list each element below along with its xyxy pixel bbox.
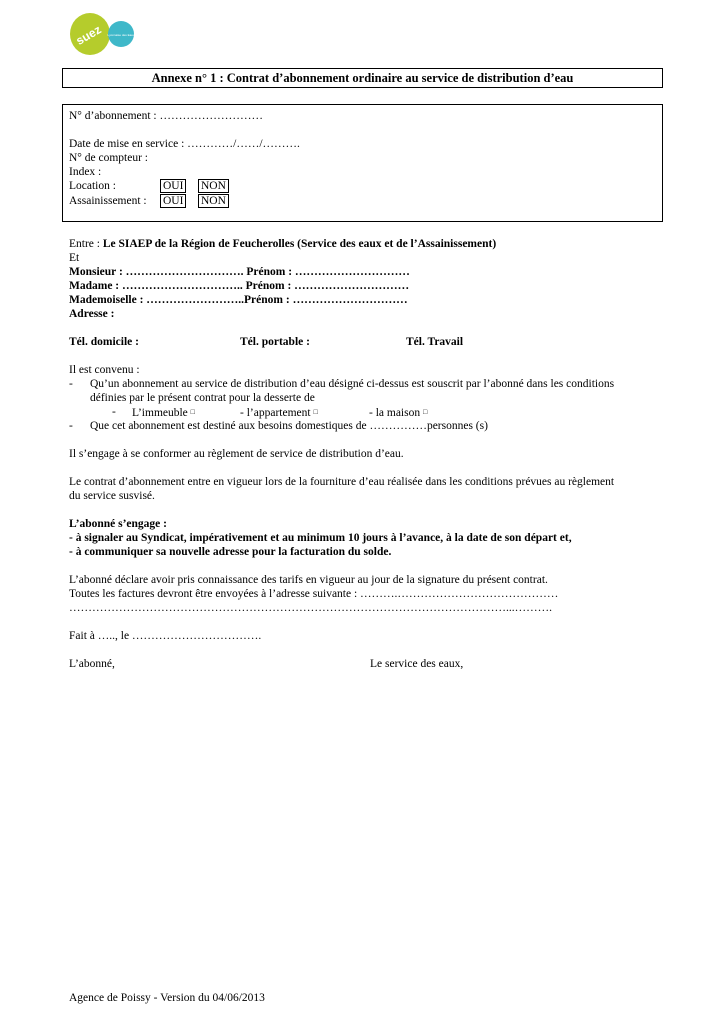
item1-line2: définies par le présent contrat pour la desserte de — [90, 392, 315, 404]
address-dots-line: ……………………………………………………………………………………………………...………. — [69, 602, 552, 614]
fait-line: Fait à ….., le ……………………………. — [69, 630, 262, 642]
document-title: Annexe n° 1 : Contrat d’abonnement ordinaire au service de distribution d’eau — [62, 68, 663, 88]
bullet-2: - — [69, 420, 73, 432]
footer-version: Agence de Poissy - Version du 04/06/2013 — [69, 992, 265, 1004]
location-oui-box[interactable]: OUI — [160, 179, 186, 193]
tel-domicile: Tél. domicile : — [69, 336, 139, 348]
factures-line: Toutes les factures devront être envoyées à l’adresse suivante : ……….…………………………………… — [69, 588, 559, 600]
option-maison: - la maison □ — [369, 407, 428, 419]
signature-abonne: L’abonné, — [69, 658, 115, 670]
subscription-info-box — [62, 104, 663, 222]
index-label: Index : — [69, 166, 102, 178]
checkbox-immeuble[interactable]: □ — [190, 408, 195, 416]
logo-brand-text: suez — [73, 22, 104, 48]
convenu-line: Il est convenu : — [69, 364, 140, 376]
assainissement-oui-box[interactable]: OUI — [160, 194, 186, 208]
entre-name: Le SIAEP de la Région de Feucherolles (Service des eaux et de l’Assainissement) — [102, 238, 497, 250]
logo-badge-text: Lyonnaise des Eaux — [107, 33, 135, 37]
engage-item1: - à signaler au Syndicat, impérativement et au minimum 10 jours à l’avance, à la date de son départ et, — [69, 532, 572, 544]
bullet-1: - — [69, 378, 73, 390]
entre-prefix: Entre : — [69, 238, 103, 250]
contrat-line1: Le contrat d’abonnement entre en vigueur lors de la fourniture d’eau réalisée dans les conditions prévues au règlement — [69, 476, 615, 488]
item1-line1: Qu’un abonnement au service de distribution d’eau désigné ci-dessus est souscrit par l’abonné dans les conditions — [90, 378, 615, 390]
abonne-engage-heading: L’abonné s’engage : — [69, 518, 167, 530]
adresse-line: Adresse : — [69, 308, 115, 320]
option-immeuble: L’immeuble □ — [132, 407, 195, 419]
engage-item2: - à communiquer sa nouvelle adresse pour la facturation du solde. — [69, 546, 392, 558]
tel-portable: Tél. portable : — [240, 336, 310, 348]
et-line: Et — [69, 252, 80, 264]
checkbox-maison[interactable]: □ — [422, 408, 428, 416]
dash-sub-bullet: - — [112, 406, 116, 418]
numero-abonnement: N° d’abonnement : ……………………… — [69, 110, 264, 122]
checkbox-appartement[interactable]: □ — [313, 408, 318, 416]
contrat-line2: du service susvisé. — [69, 490, 155, 502]
engage-reglement: Il s’engage à se conformer au règlement de service de distribution d’eau. — [69, 448, 404, 460]
mademoiselle-line: Mademoiselle : ……………………..Prénom : ………………………… — [69, 294, 408, 306]
signature-service: Le service des eaux, — [370, 658, 464, 670]
monsieur-line: Monsieur : …………………………. Prénom : ………………………… — [69, 266, 410, 278]
date-mise-en-service: Date de mise en service : …………/……/………. — [69, 138, 300, 150]
suez-logo — [68, 12, 138, 58]
assainissement-label: Assainissement : — [69, 195, 147, 207]
item2-line: Que cet abonnement est destiné aux besoins domestiques de ……………personnes (s) — [90, 420, 488, 432]
madame-line: Madame : ………………………….. Prénom : ………………………… — [69, 280, 410, 292]
assainissement-non-box[interactable]: NON — [198, 194, 229, 208]
option-appartement: - l’appartement □ — [240, 407, 318, 419]
tarifs-line: L’abonné déclare avoir pris connaissance des tarifs en vigueur au jour de la signature du présent contrat. — [69, 574, 548, 586]
numero-compteur: N° de compteur : — [69, 152, 149, 164]
location-non-box[interactable]: NON — [198, 179, 229, 193]
entre-line — [69, 237, 496, 251]
tel-travail: Tél. Travail — [406, 336, 464, 348]
location-label: Location : — [69, 180, 116, 192]
